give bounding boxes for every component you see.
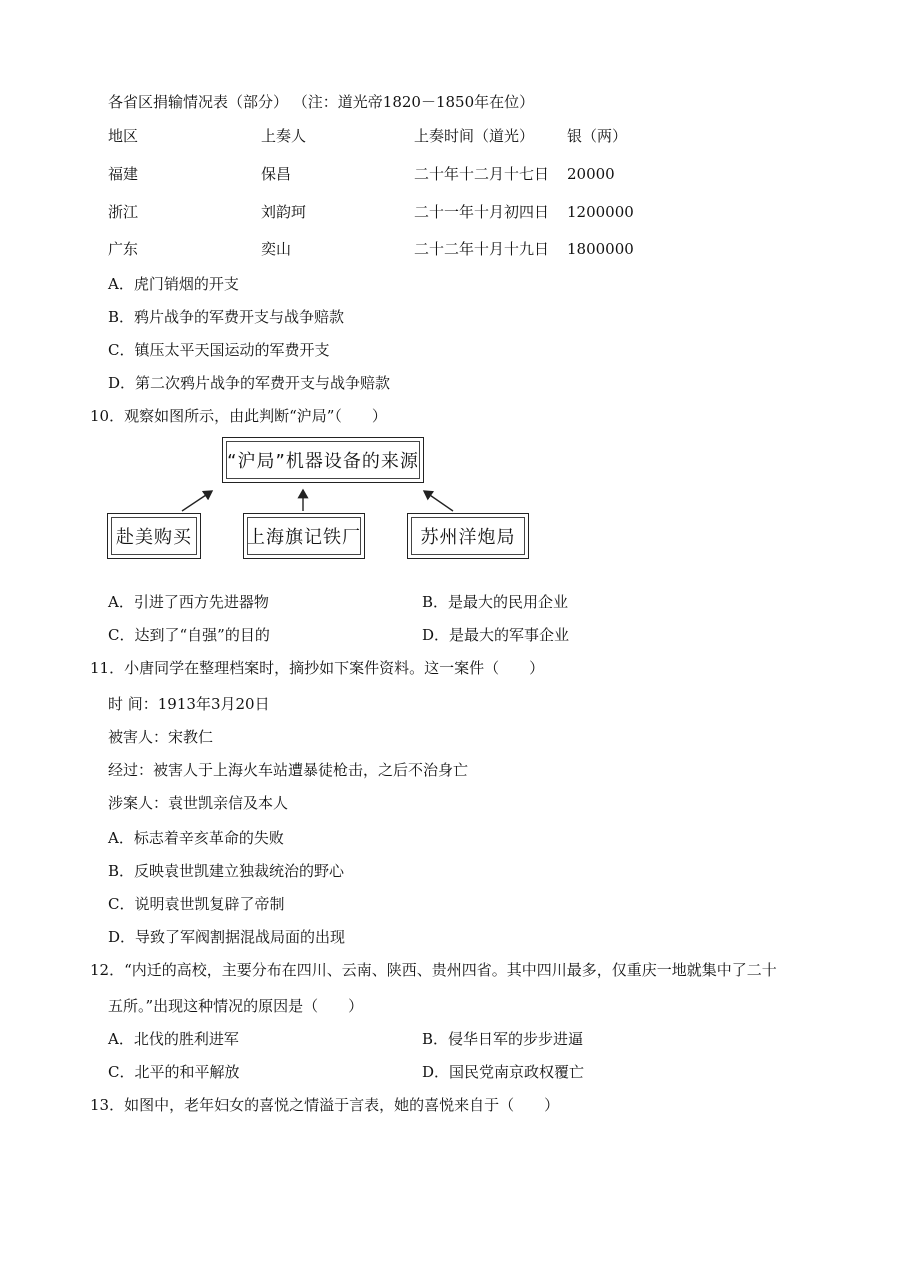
- table-cell: 保昌: [261, 165, 292, 183]
- table-cell: 广东: [108, 240, 139, 258]
- q10-option-b: B．是最大的民用企业: [422, 593, 569, 611]
- q12-stem-line2: 五所。”出现这种情况的原因是（ ）: [108, 997, 364, 1015]
- q11-victim: 被害人：宋教仁: [108, 728, 214, 746]
- q12-option-b: B．侵华日军的步步进逼: [422, 1030, 584, 1048]
- q9-option-c: C．镇压太平天国运动的军费开支: [108, 341, 330, 359]
- table-cell: 奕山: [261, 240, 292, 258]
- table-cell: 二十年十二月十七日: [414, 165, 550, 183]
- q12-option-c: C．北平的和平解放: [108, 1063, 240, 1081]
- q13-stem: 13．如图中，老年妇女的喜悦之情溢于言表，她的喜悦来自于（ ）: [90, 1096, 560, 1114]
- diagram-left-label: 赴美购买: [116, 527, 192, 548]
- q10-option-d: D．是最大的军事企业: [422, 626, 570, 644]
- table-header-region: 地区: [108, 127, 139, 145]
- q11-suspect: 涉案人：袁世凯亲信及本人: [108, 794, 289, 812]
- table-cell: 1800000: [567, 240, 634, 258]
- q10-option-c: C．达到了“自强”的目的: [108, 626, 270, 644]
- q10-stem: 10．观察如图所示，由此判断“沪局”（ ）: [90, 407, 387, 425]
- q11-stem: 11．小唐同学在整理档案时，摘抄如下案件资料。这一案件（ ）: [90, 659, 545, 677]
- q9-option-b: B．鸦片战争的军费开支与战争赔款: [108, 308, 345, 326]
- table-cell: 浙江: [108, 203, 139, 221]
- table-cell: 刘韵珂: [261, 203, 307, 221]
- diagram-top-label: “沪局”机器设备的来源: [227, 451, 419, 472]
- q12-option-d: D．国民党南京政权覆亡: [422, 1063, 585, 1081]
- table-header-silver: 银（两）: [567, 127, 628, 145]
- table-header-reporter: 上奏人: [261, 127, 307, 145]
- q12-stem-line1: 12．“内迁的高校，主要分布在四川、云南、陕西、贵州四省。其中四川最多，仅重庆一地就集中了二十: [90, 961, 777, 979]
- q10-option-a: A．引进了西方先进器物: [108, 593, 269, 611]
- table-cell: 二十一年十月初四日: [414, 203, 550, 221]
- table-cell: 20000: [567, 165, 615, 183]
- table-caption: 各省区捐输情况表（部分） （注：道光帝1820－1850年在位）: [108, 93, 535, 111]
- q11-process: 经过：被害人于上海火车站遭暴徒枪击，之后不治身亡: [108, 761, 469, 779]
- q11-time: 时 间：1913年3月20日: [108, 695, 270, 713]
- diagram-right-label: 苏州洋炮局: [420, 527, 516, 548]
- arrow-right: [424, 491, 453, 511]
- table-header-date: 上奏时间（道光）: [414, 127, 535, 145]
- q11-option-c: C．说明袁世凯复辟了帝制: [108, 895, 285, 913]
- table-cell: 二十二年十月十九日: [414, 240, 550, 258]
- table-cell: 福建: [108, 165, 139, 183]
- q12-option-a: A．北伐的胜利进军: [108, 1030, 239, 1048]
- table-cell: 1200000: [567, 203, 634, 221]
- q11-option-a: A．标志着辛亥革命的失败: [108, 829, 284, 847]
- q9-option-d: D．第二次鸦片战争的军费开支与战争赔款: [108, 374, 391, 392]
- q11-option-d: D．导致了军阀割据混战局面的出现: [108, 928, 346, 946]
- diagram-middle-label: 上海旗记铁厂: [247, 527, 361, 548]
- q11-option-b: B．反映袁世凯建立独裁统治的野心: [108, 862, 345, 880]
- q9-option-a: A．虎门销烟的开支: [108, 275, 239, 293]
- diagram-arrows: [0, 0, 909, 600]
- arrow-left: [182, 491, 212, 511]
